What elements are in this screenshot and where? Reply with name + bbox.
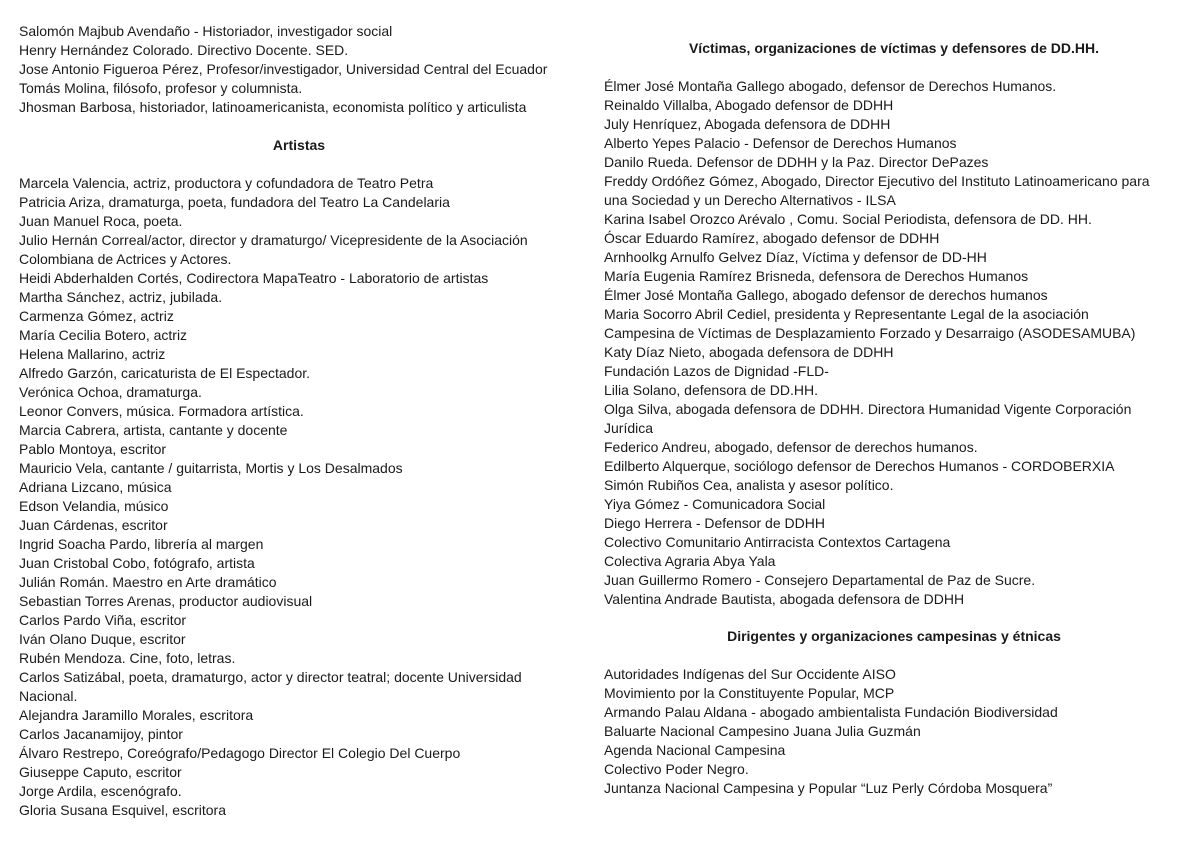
list-item: Olga Silva, abogada defensora de DDHH. Directora Humanidad Vigente Corporación [604, 401, 1132, 417]
list-item: Óscar Eduardo Ramírez, abogado defensor de DDHH [604, 230, 940, 246]
list-item: Valentina Andrade Bautista, abogada defensora de DDHH [604, 591, 965, 607]
list-item: Colectivo Poder Negro. [604, 761, 749, 777]
list-item: Rubén Mendoza. Cine, foto, letras. [19, 650, 236, 666]
list-item: Jhosman Barbosa, historiador, latinoamericanista, economista político y articulista [19, 99, 527, 115]
campesinos-list [604, 665, 1058, 798]
list-item: Carlos Pardo Viña, escritor [19, 612, 187, 628]
list-item: Juan Guillermo Romero - Consejero Departamental de Paz de Sucre. [604, 572, 1036, 588]
list-item: Arnhoolkg Arnulfo Gelvez Díaz, Víctima y defensor de DD-HH [604, 249, 987, 265]
victims-list [604, 77, 1150, 609]
list-item: Alejandra Jaramillo Morales, escritora [19, 707, 254, 723]
list-item: Maria Socorro Abril Cediel, presidenta y Representante Legal de la asociación [604, 306, 1089, 322]
list-item: Mauricio Vela, cantante / guitarrista, Mortis y Los Desalmados [19, 460, 403, 476]
list-item: Marcia Cabrera, artista, cantante y docente [19, 422, 288, 438]
list-item: Federico Andreu, abogado, defensor de derechos humanos. [604, 439, 978, 455]
list-item: Salomón Majbub Avendaño - Historiador, investigador social [19, 23, 393, 39]
list-item: Agenda Nacional Campesina [604, 742, 786, 758]
list-item: Baluarte Nacional Campesino Juana Julia Guzmán [604, 723, 921, 739]
list-item: Juntanza Nacional Campesina y Popular “Luz Perly Córdoba Mosquera” [604, 780, 1053, 796]
list-item: Alberto Yepes Palacio - Defensor de Derechos Humanos [604, 135, 957, 151]
list-item: Heidi Abderhalden Cortés, Codirectora MapaTeatro - Laboratorio de artistas [19, 270, 489, 286]
list-item: Élmer José Montaña Gallego, abogado defensor de derechos humanos [604, 287, 1048, 303]
list-item: Katy Díaz Nieto, abogada defensora de DDHH [604, 344, 894, 360]
list-item: Martha Sánchez, actriz, jubilada. [19, 289, 223, 305]
campesinos-heading: Dirigentes y organizaciones campesinas y étnicas [727, 628, 1061, 644]
list-item: July Henríquez, Abogada defensora de DDHH [604, 116, 891, 132]
intro-list [19, 22, 547, 117]
list-item: Nacional. [19, 688, 78, 704]
artists-list [19, 174, 528, 820]
list-item: María Cecilia Botero, actriz [19, 327, 188, 343]
list-item: Pablo Montoya, escritor [19, 441, 167, 457]
list-item: Colombiana de Actrices y Actores. [19, 251, 232, 267]
list-item: Campesina de Víctimas de Desplazamiento Forzado y Desarraigo (ASODESAMUBA) [604, 325, 1136, 341]
list-item: Juan Cárdenas, escritor [19, 517, 168, 533]
list-item: Autoridades Indígenas del Sur Occidente AISO [604, 666, 896, 682]
list-item: Edilberto Alquerque, sociólogo defensor de Derechos Humanos - CORDOBERXIA [604, 458, 1115, 474]
victims-heading: Víctimas, organizaciones de víctimas y defensores de DD.HH. [688, 40, 1100, 56]
list-item: Jorge Ardila, escenógrafo. [19, 783, 182, 799]
list-item: Fundación Lazos de Dignidad -FLD- [604, 363, 829, 379]
list-item: María Eugenia Ramírez Brisneda, defensora de Derechos Humanos [604, 268, 1029, 284]
list-item: Karina Isabel Orozco Arévalo , Comu. Social Periodista, defensora de DD. HH. [604, 211, 1092, 227]
list-item: Carlos Jacanamijoy, pintor [19, 726, 183, 742]
list-item: Gloria Susana Esquivel, escritora [19, 802, 226, 818]
list-item: Helena Mallarino, actriz [19, 346, 166, 362]
artists-heading: Artistas [272, 137, 326, 153]
list-item: Verónica Ochoa, dramaturga. [19, 384, 202, 400]
list-item: Leonor Convers, música. Formadora artística. [19, 403, 304, 419]
list-item: Simón Rubiños Cea, analista y asesor político. [604, 477, 894, 493]
list-item: Sebastian Torres Arenas, productor audiovisual [19, 593, 313, 609]
list-item: Armando Palau Aldana - abogado ambientalista Fundación Biodiversidad [604, 704, 1058, 720]
list-item: una Sociedad y un Derecho Alternativos - ILSA [604, 192, 896, 208]
list-item: Carmenza Gómez, actriz [19, 308, 174, 324]
list-item: Colectivo Comunitario Antirracista Contextos Cartagena [604, 534, 951, 550]
list-item: Henry Hernández Colorado. Directivo Docente. SED. [19, 42, 349, 58]
list-item: Élmer José Montaña Gallego abogado, defensor de Derechos Humanos. [604, 78, 1057, 94]
list-item: Juan Cristobal Cobo, fotógrafo, artista [19, 555, 255, 571]
list-item: Julián Román. Maestro en Arte dramático [19, 574, 277, 590]
list-item: Alfredo Garzón, caricaturista de El Espectador. [19, 365, 311, 381]
list-item: Jurídica [604, 420, 654, 436]
list-item: Diego Herrera - Defensor de DDHH [604, 515, 825, 531]
list-item: Jose Antonio Figueroa Pérez, Profesor/investigador, Universidad Central del Ecuador [19, 61, 548, 77]
list-item: Marcela Valencia, actriz, productora y cofundadora de Teatro Petra [19, 175, 434, 191]
list-item: Patricia Ariza, dramaturga, poeta, fundadora del Teatro La Candelaria [19, 194, 450, 210]
list-item: Carlos Satizábal, poeta, dramaturgo, actor y director teatral; docente Universidad [19, 669, 522, 685]
list-item: Lilia Solano, defensora de DD.HH. [604, 382, 819, 398]
list-item: Julio Hernán Correal/actor, director y dramaturgo/ Vicepresidente de la Asociación [19, 232, 528, 248]
list-item: Adriana Lizcano, música [19, 479, 172, 495]
list-item: Tomás Molina, filósofo, profesor y columnista. [19, 80, 303, 96]
list-item: Movimiento por la Constituyente Popular, MCP [604, 685, 895, 701]
list-item: Álvaro Restrepo, Coreógrafo/Pedagogo Director El Colegio Del Cuerpo [19, 745, 461, 761]
list-item: Edson Velandia, músico [19, 498, 169, 514]
list-item: Danilo Rueda. Defensor de DDHH y la Paz. Director DePazes [604, 154, 989, 170]
list-item: Iván Olano Duque, escritor [19, 631, 186, 647]
list-item: Yiya Gómez - Comunicadora Social [604, 496, 826, 512]
list-item: Giuseppe Caputo, escritor [19, 764, 182, 780]
list-item: Colectiva Agraria Abya Yala [604, 553, 776, 569]
list-item: Ingrid Soacha Pardo, librería al margen [19, 536, 264, 552]
list-item: Juan Manuel Roca, poeta. [19, 213, 183, 229]
list-item: Freddy Ordóñez Gómez, Abogado, Director Ejecutivo del Instituto Latinoamericano para [604, 173, 1150, 189]
list-item: Reinaldo Villalba, Abogado defensor de DDHH [604, 97, 894, 113]
